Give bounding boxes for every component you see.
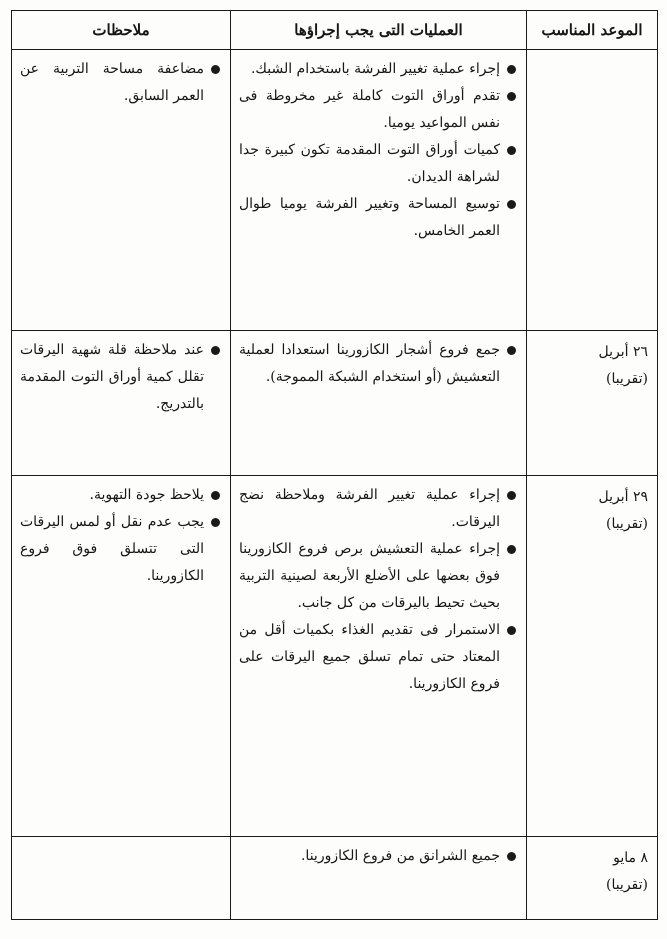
table-row — [12, 837, 658, 920]
operation-item — [239, 191, 516, 245]
note-item — [20, 482, 220, 509]
note-item — [20, 56, 220, 110]
date-text: ٢٦ أبريل — [598, 344, 648, 360]
operation-item — [239, 617, 516, 698]
operation-item-text: إجراء عملية التعشيش برص فروع الكازورينا فوق بعضها على الأضلع الأربعة لصينية التربية بحيث تحيط باليرقات من كل جانب. — [239, 541, 500, 611]
operation-item-text: جميع الشرانق من فروع الكازورينا. — [300, 848, 500, 864]
date-cell — [527, 476, 658, 837]
date-approx-note: (تقريبا) — [605, 371, 648, 387]
operations-cell-list — [239, 843, 516, 870]
operations-cell — [231, 331, 527, 476]
header-date: الموعد المناسب — [527, 11, 658, 50]
operations-cell-list — [239, 482, 516, 698]
bullet-icon — [507, 626, 516, 635]
operation-item — [239, 843, 516, 870]
notes-cell — [12, 837, 231, 920]
bullet-icon — [507, 852, 516, 861]
bullet-icon — [211, 518, 220, 527]
operation-item — [239, 536, 516, 617]
notes-cell-list — [20, 482, 220, 590]
notes-cell-list — [20, 56, 220, 110]
note-item — [20, 337, 220, 418]
operations-cell — [231, 476, 527, 837]
operations-cell-list — [239, 56, 516, 245]
date-text: ٨ مايو — [613, 850, 648, 866]
operation-item — [239, 482, 516, 536]
bullet-icon — [507, 146, 516, 155]
header-notes: ملاحظات — [12, 11, 231, 50]
bullet-icon — [507, 65, 516, 74]
notes-cell — [12, 50, 231, 331]
table-row — [12, 50, 658, 331]
bullet-icon — [507, 545, 516, 554]
operation-item-text: جمع فروع أشجار الكازورينا استعدادا لعملية التعشيش (أو استخدام الشبكة المموجة). — [239, 342, 500, 385]
table-body — [12, 50, 658, 920]
operation-item — [239, 137, 516, 191]
bullet-icon — [211, 491, 220, 500]
bullet-icon — [507, 491, 516, 500]
bullet-icon — [211, 65, 220, 74]
note-item-text: مضاعفة مساحة التربية عن العمر السابق. — [20, 61, 204, 104]
note-item-text: يلاحظ جودة التهوية. — [89, 487, 204, 503]
bullet-icon — [507, 92, 516, 101]
bullet-icon — [507, 200, 516, 209]
table-row — [12, 331, 658, 476]
note-item-text: عند ملاحظة قلة شهية اليرقات تقلل كمية أوراق التوت المقدمة بالتدريج. — [20, 342, 204, 412]
operations-cell-list — [239, 337, 516, 391]
operation-item-text: توسيع المساحة وتغيير الفرشة يوميا طوال العمر الخامس. — [239, 196, 500, 239]
header-operations: العمليات التى يجب إجراؤها — [231, 11, 527, 50]
operation-item — [239, 337, 516, 391]
operations-cell — [231, 50, 527, 331]
table-header-row — [12, 11, 658, 50]
operation-item-text: إجراء عملية تغيير الفرشة باستخدام الشبك. — [250, 61, 500, 77]
bullet-icon — [507, 346, 516, 355]
operation-item-text: الاستمرار فى تقديم الغذاء بكميات أقل من المعتاد حتى تمام تسلق جميع اليرقات على فروع الكازورينا. — [239, 622, 500, 692]
bullet-icon — [211, 346, 220, 355]
notes-cell-list — [20, 337, 220, 418]
date-text: ٢٩ أبريل — [598, 489, 648, 505]
schedule-table — [11, 10, 658, 920]
operation-item-text: إجراء عملية تغيير الفرشة وملاحظة نضج اليرقات. — [239, 487, 500, 530]
date-approx-note: (تقريبا) — [605, 877, 648, 893]
note-item-text: يجب عدم نقل أو لمس اليرقات التى تتسلق فوق فروع الكازورينا. — [20, 514, 204, 584]
note-item — [20, 509, 220, 590]
date-cell — [527, 50, 658, 331]
operation-item-text: تقدم أوراق التوت كاملة غير مخروطة فى نفس المواعيد يوميا. — [239, 88, 500, 131]
notes-cell — [12, 331, 231, 476]
operation-item — [239, 83, 516, 137]
operations-cell — [231, 837, 527, 920]
date-cell — [527, 331, 658, 476]
date-cell — [527, 837, 658, 920]
notes-cell — [12, 476, 231, 837]
table-row — [12, 476, 658, 837]
date-approx-note: (تقريبا) — [605, 516, 648, 532]
operation-item-text: كميات أوراق التوت المقدمة تكون كبيرة جدا لشراهة الديدان. — [239, 142, 500, 185]
operation-item — [239, 56, 516, 83]
